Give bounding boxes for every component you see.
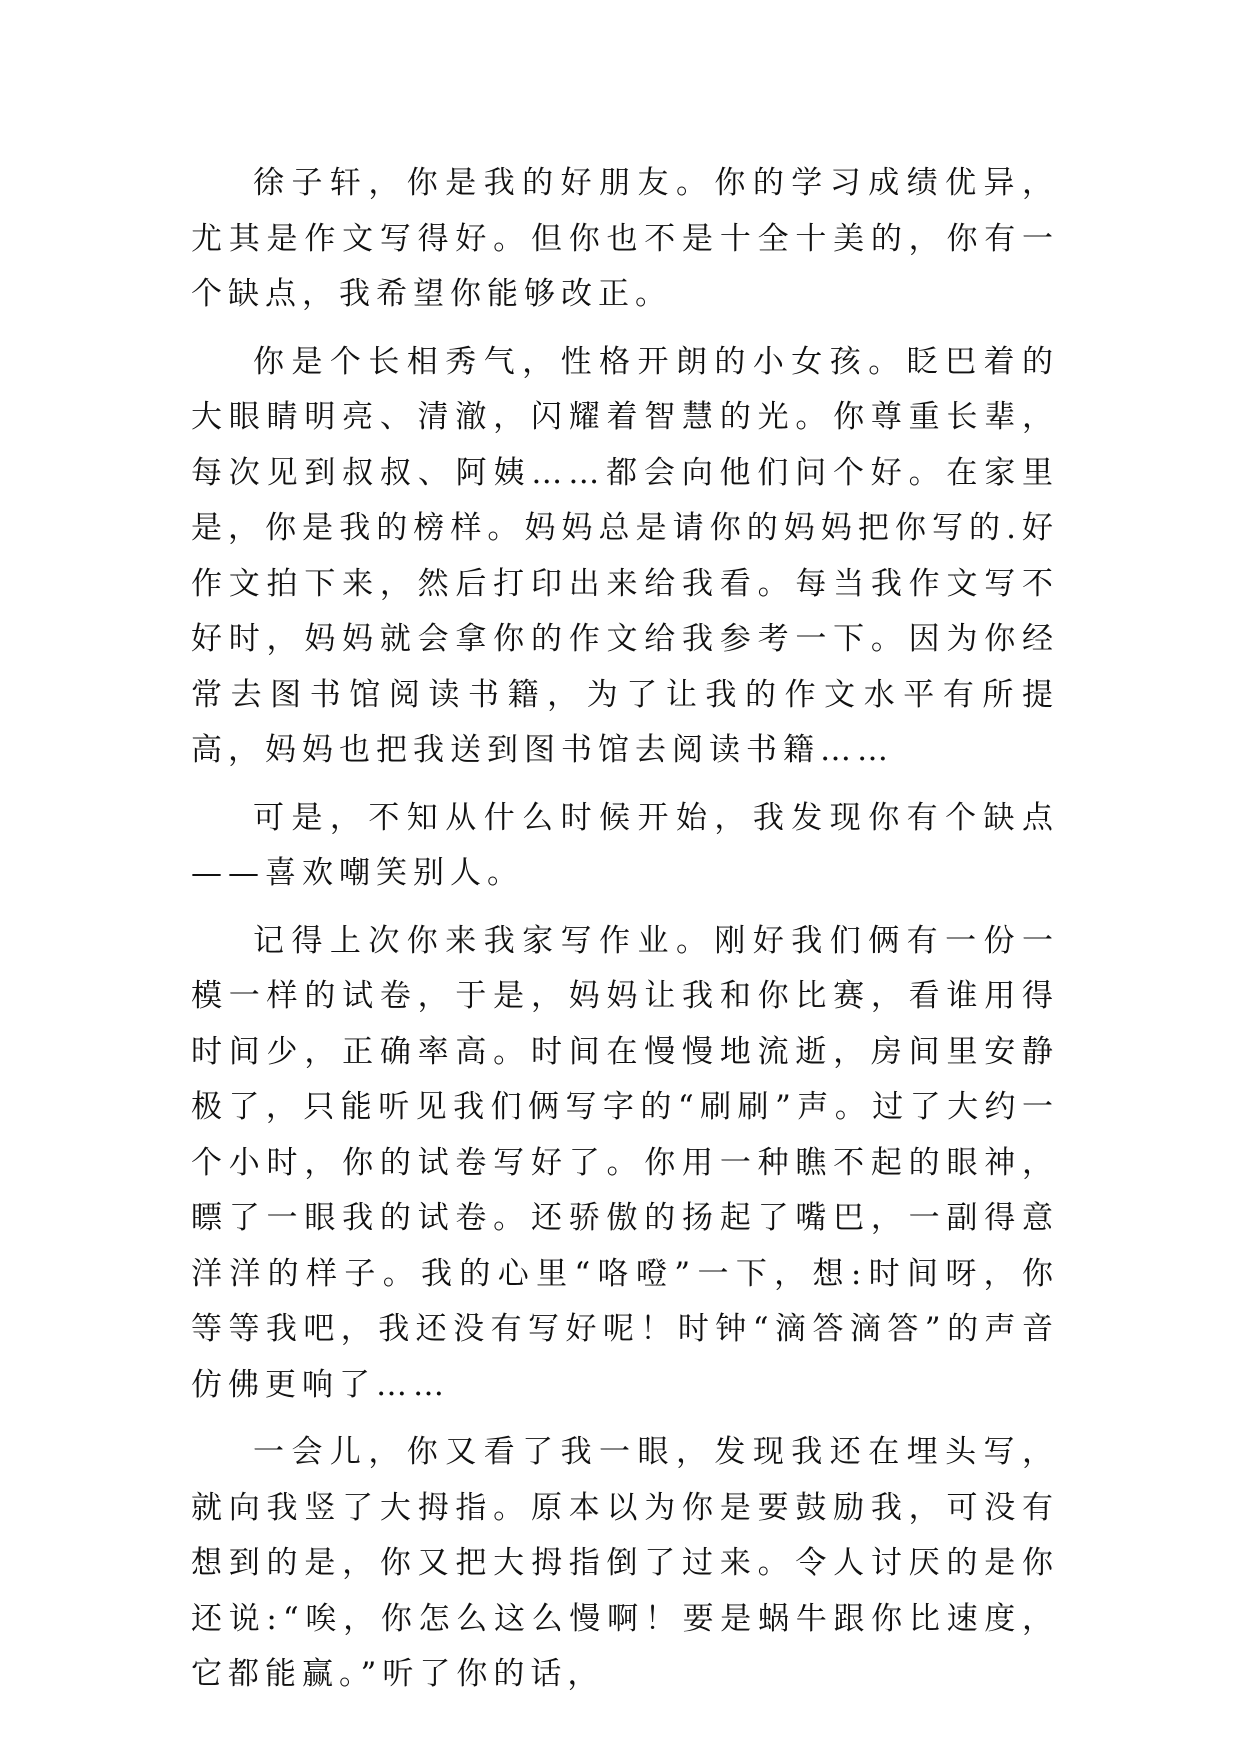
essay-body: [191, 156, 1059, 1715]
paragraph-2: 你是个长相秀气，性格开朗的小女孩。眨巴着的大眼睛明亮、清澈，闪耀着智慧的光。你尊重长辈，每次见到叔叔、阿姨……都会向他们问个好。在家里是，你是我的榜样。妈妈总是请你的妈妈把你写的.好作文拍下来，然后打印出来给我看。每当我作文写不好时，妈妈就会拿你的作文给我参考一下。因为你经常去图书馆阅读书籍，为了让我的作文水平有所提高，妈妈也把我送到图书馆去阅读书籍……: [191, 343, 1059, 768]
paragraph-4: 记得上次你来我家写作业。刚好我们俩有一份一模一样的试卷，于是，妈妈让我和你比赛，看谁用得时间少，正确率高。时间在慢慢地流逝，房间里安静极了，只能听见我们俩写字的“刷刷”声。过了大约一个小时，你的试卷写好了。你用一种瞧不起的眼神，瞟了一眼我的试卷。还骄傲的扬起了嘴巴，一副得意洋洋的样子。我的心里“咯噔”一下，想:时间呀，你等等我吧，我还没有写好呢！时钟“滴答滴答”的声音仿佛更响了……: [191, 922, 1059, 1403]
paragraph-3: 可是，不知从什么时候开始，我发现你有个缺点——喜欢嘲笑别人。: [191, 799, 1059, 891]
paragraph-1: 徐子轩，你是我的好朋友。你的学习成绩优异，尤其是作文写得好。但你也不是十全十美的，你有一个缺点，我希望你能够改正。: [191, 165, 1059, 312]
paragraph-5: 一会儿，你又看了我一眼，发现我还在埋头写，就向我竖了大拇指。原本以为你是要鼓励我，可没有想到的是，你又把大拇指倒了过来。令人讨厌的是你还说:“唉，你怎么这么慢啊！要是蜗牛跟你比速度，它都能赢。”听了你的话，: [191, 1434, 1059, 1692]
